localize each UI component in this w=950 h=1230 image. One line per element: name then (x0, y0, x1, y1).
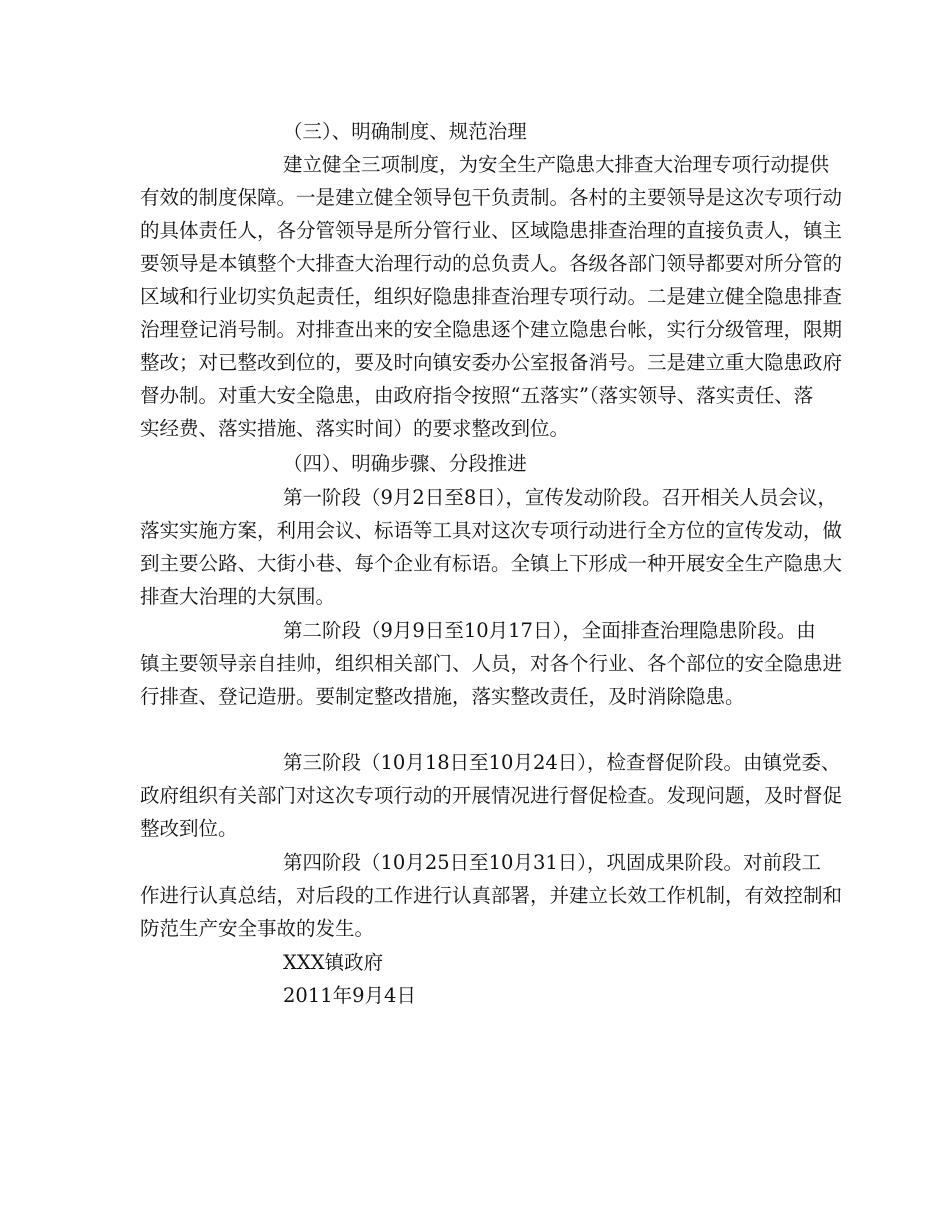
paragraph-line: 区域和行业切实负起责任，组织好隐患排查治理专项行动。二是建立健全隐患排查 (140, 285, 843, 308)
paragraph-line: 整改；对已整改到位的，要及时向镇安委办公室报备消号。三是建立重大隐患政府 (140, 351, 843, 374)
paragraph-line: 落实实施方案，利用会议、标语等工具对这次专项行动进行全方位的宣传发动，做 (140, 519, 843, 542)
paragraph-line: 作进行认真总结，对后段的工作进行认真部署，并建立长效工作机制，有效控制和 (140, 884, 843, 907)
paragraph-line: 第二阶段（9月9日至10月17日），全面排查治理隐患阶段。由 (283, 619, 816, 642)
paragraph-line: 镇主要领导亲自挂帅，组织相关部门、人员，对各个行业、各个部位的安全隐患进 (140, 652, 843, 675)
paragraph-line: 建立健全三项制度，为安全生产隐患大排查大治理专项行动提供 (283, 153, 830, 176)
paragraph-line: 实经费、落实措施、落实时间）的要求整改到位。 (140, 417, 570, 440)
paragraph-line: 要领导是本镇整个大排查大治理行动的总负责人。各级各部门领导都要对所分管的 (140, 252, 843, 275)
paragraph-line: 第一阶段（9月2日至8日），宣传发动阶段。召开相关人员会议， (283, 486, 837, 509)
paragraph-line: 防范生产安全事故的发生。 (140, 917, 375, 940)
paragraph-line: 第四阶段（10月25日至10月31日），巩固成果阶段。对前段工 (283, 851, 822, 874)
paragraph-line: 整改到位。 (140, 817, 238, 840)
paragraph-line: 政府组织有关部门对这次专项行动的开展情况进行督促检查。发现问题，及时督促 (140, 784, 843, 807)
signature-date: 2011年9月4日 (283, 984, 416, 1007)
paragraph-line: 治理登记消号制。对排查出来的安全隐患逐个建立隐患台帐，实行分级管理，限期 (140, 318, 843, 341)
paragraph-line: 到主要公路、大街小巷、每个企业有标语。全镇上下形成一种开展安全生产隐患大 (140, 552, 843, 575)
paragraph-line: 行排查、登记造册。要制定整改措施，落实整改责任，及时消除隐患。 (140, 685, 745, 708)
paragraph-line: 第三阶段（10月18日至10月24日），检查督促阶段。由镇党委、 (283, 751, 841, 774)
paragraph-line: 有效的制度保障。一是建立健全领导包干负责制。各村的主要领导是这次专项行动 (140, 186, 843, 209)
paragraph-line: 排查大治理的大氛围。 (140, 585, 336, 608)
paragraph-line: 的具体责任人，各分管领导是所分管行业、区域隐患排查治理的直接负责人，镇主 (140, 219, 843, 242)
section-heading-3: （三）、明确制度、规范治理 (283, 120, 527, 143)
section-heading-4: （四）、明确步骤、分段推进 (283, 452, 527, 475)
paragraph-line: 督办制。对重大安全隐患，由政府指令按照“五落实”（落实领导、落实责任、落 (140, 384, 814, 407)
signature-org: XXX镇政府 (283, 951, 384, 974)
